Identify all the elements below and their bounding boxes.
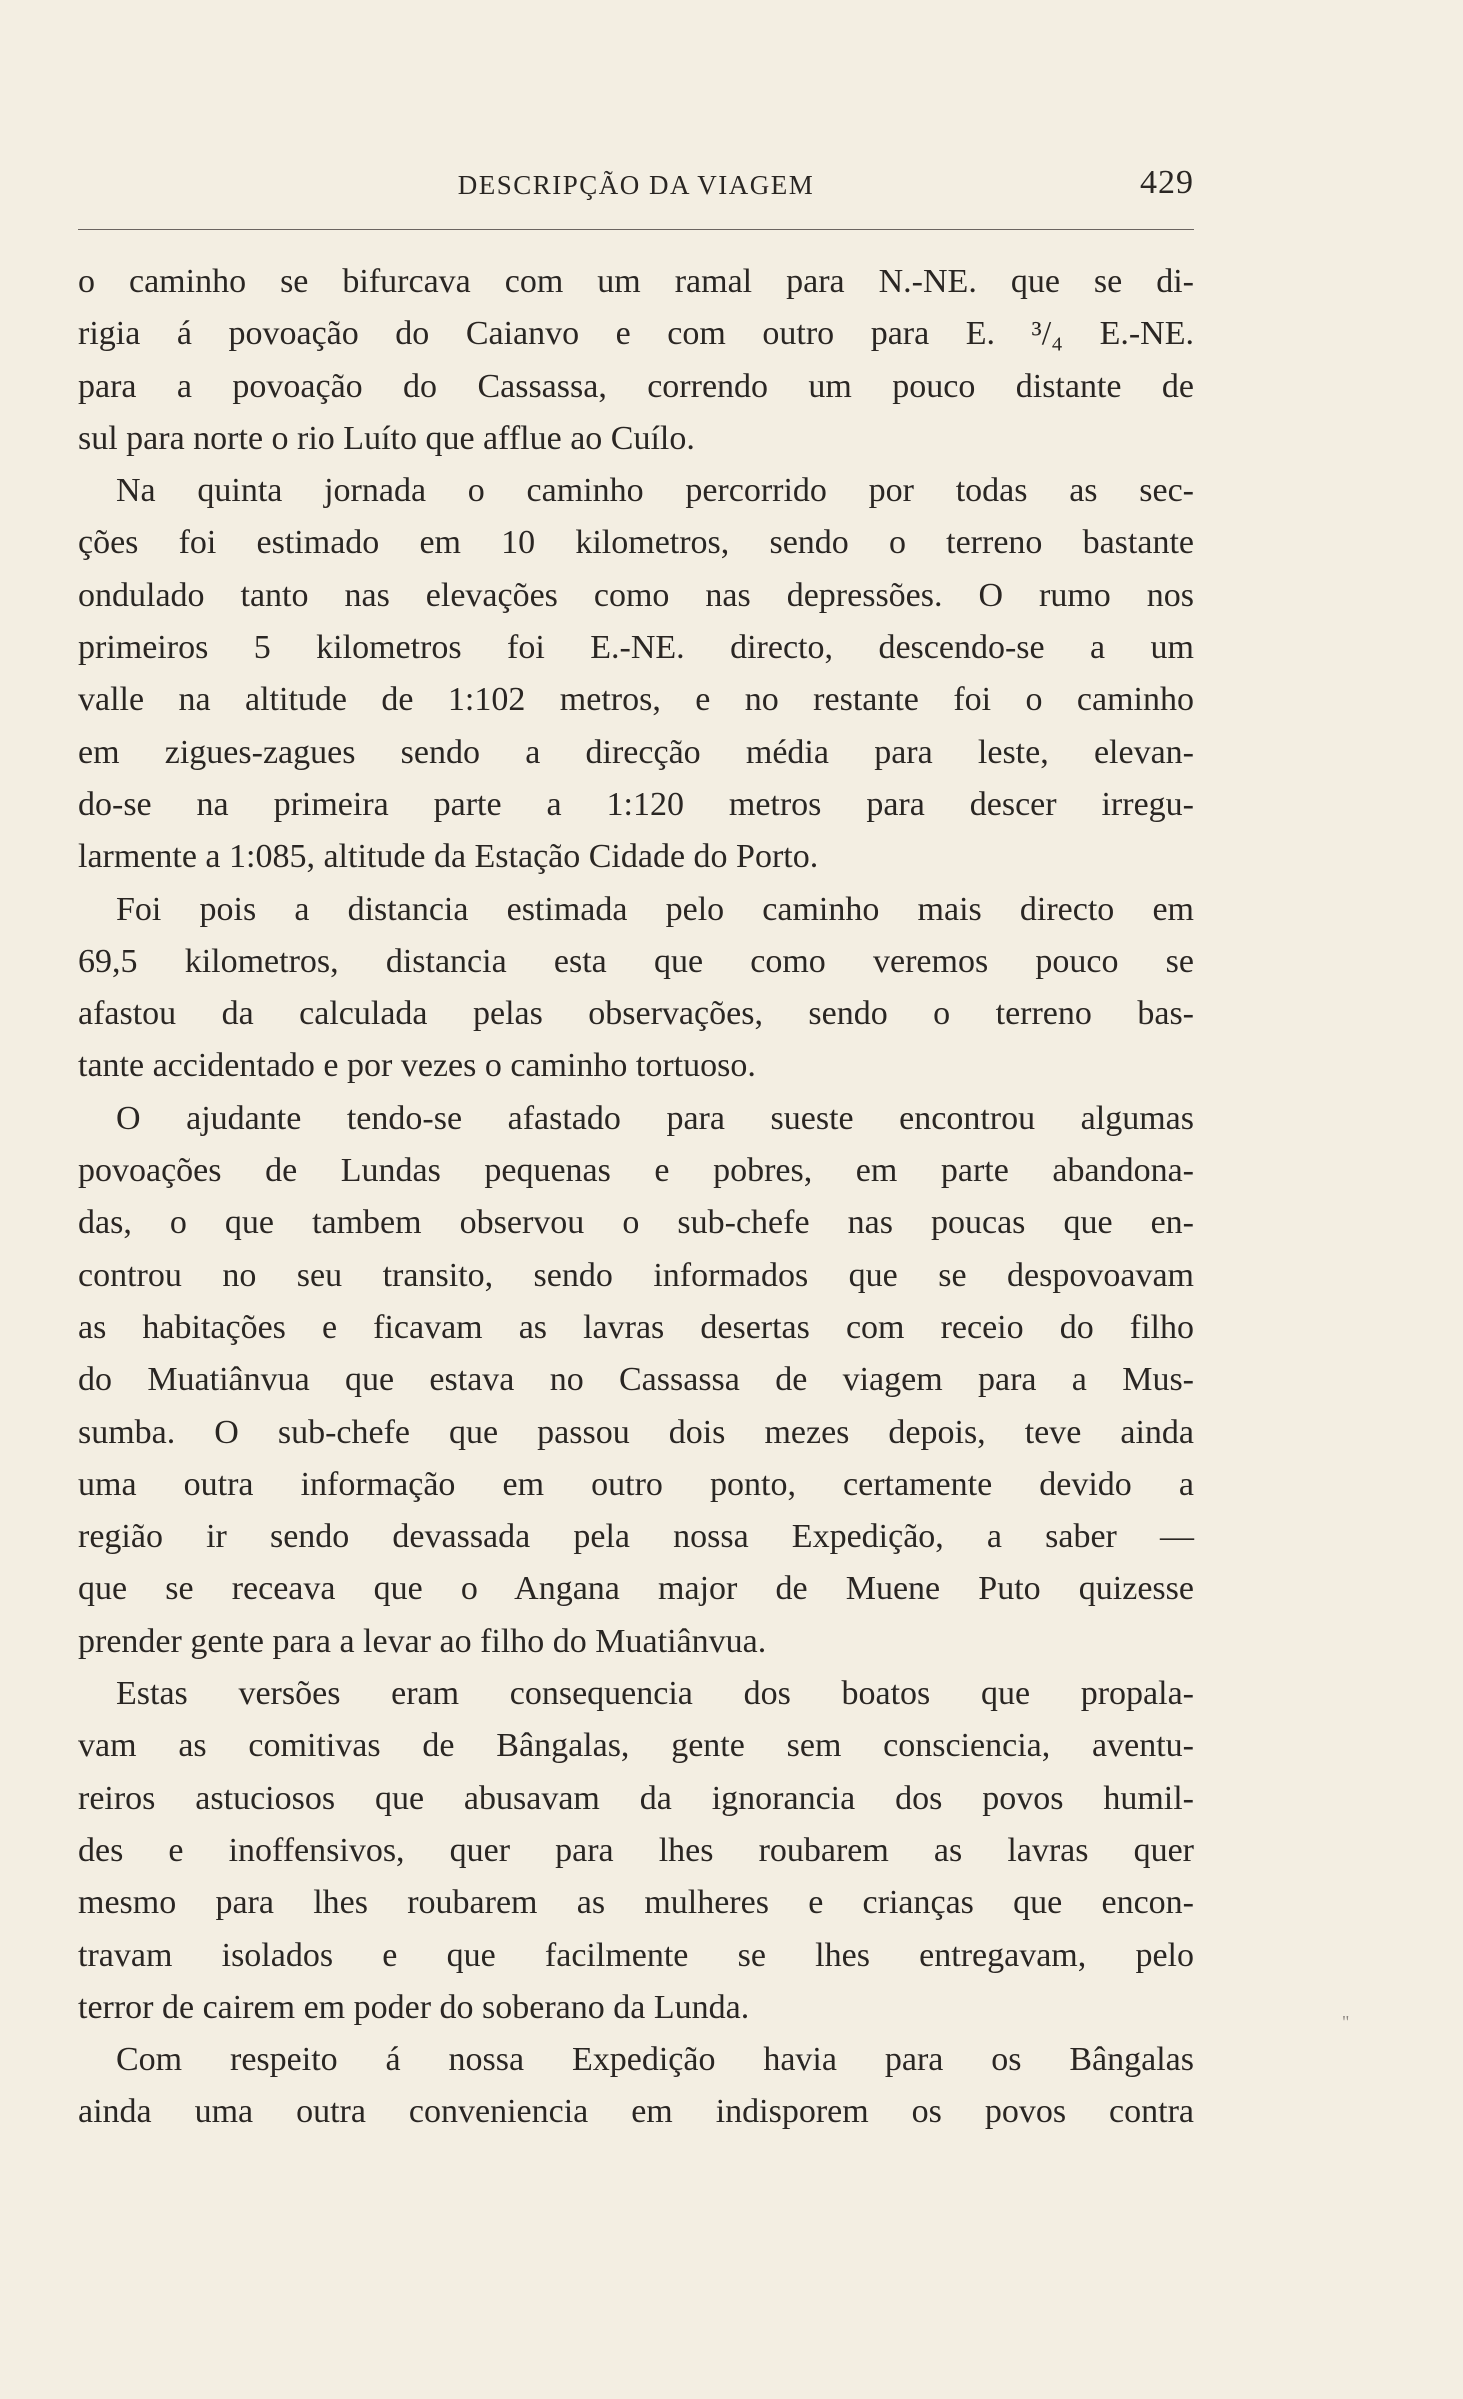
text-line: tante accidentado e por vezes o caminho tortuoso. bbox=[78, 1047, 756, 1085]
text-line: valle na altitude de 1:102 metros, e no restante foi o caminho bbox=[78, 681, 1194, 719]
text-line: travam isolados e que facilmente se lhes entregavam, pelo bbox=[78, 1936, 1194, 1974]
text-line: Foi pois a distancia estimada pelo caminho mais directo em bbox=[116, 890, 1194, 928]
text-line: rigia á povoação do Caianvo e com outro para E. ³/₄ E.-NE. bbox=[78, 315, 1194, 353]
text-line: que se receava que o Angana major de Muene Puto quizesse bbox=[78, 1570, 1194, 1608]
text-line: para a povoação do Cassassa, correndo um pouco distante de bbox=[78, 367, 1194, 405]
text-line: reiros astuciosos que abusavam da ignorancia dos povos humil- bbox=[78, 1779, 1194, 1817]
text-line: uma outra informação em outro ponto, certamente devido a bbox=[78, 1465, 1194, 1503]
text-line: região ir sendo devassada pela nossa Expedição, a saber — bbox=[78, 1518, 1194, 1556]
text-line: do-se na primeira parte a 1:120 metros para descer irregu- bbox=[78, 785, 1194, 823]
text-line: des e inoffensivos, quer para lhes roubarem as lavras quer bbox=[78, 1831, 1194, 1869]
page-header bbox=[78, 164, 1194, 214]
text-line: em zigues-zagues sendo a direcção média para leste, elevan- bbox=[78, 733, 1194, 771]
text-line: prender gente para a levar ao filho do Muatiânvua. bbox=[78, 1622, 767, 1660]
page-number: 429 bbox=[1140, 164, 1194, 201]
text-line: larmente a 1:085, altitude da Estação Cidade do Porto. bbox=[78, 838, 819, 876]
text-line: afastou da calculada pelas observações, sendo o terreno bas- bbox=[78, 995, 1194, 1033]
text-line: Com respeito á nossa Expedição havia para os Bângalas bbox=[116, 2041, 1194, 2079]
text-line: O ajudante tendo-se afastado para sueste encontrou algumas bbox=[116, 1099, 1194, 1137]
running-title: DESCRIPÇÃO DA VIAGEM bbox=[457, 170, 815, 200]
margin-mark: " bbox=[1342, 2012, 1350, 2032]
text-line: ções foi estimado em 10 kilometros, sendo o terreno bastante bbox=[78, 524, 1194, 562]
body-text bbox=[78, 256, 1194, 2139]
text-line: terror de cairem em poder do soberano da Lunda. bbox=[78, 1988, 750, 2026]
text-line: do Muatiânvua que estava no Cassassa de viagem para a Mus- bbox=[78, 1361, 1194, 1399]
text-line: sul para norte o rio Luíto que afflue ao Cuílo. bbox=[78, 419, 695, 457]
text-line: ainda uma outra conveniencia em indisporem os povos contra bbox=[78, 2093, 1194, 2131]
text-line: Estas versões eram consequencia dos boatos que propala- bbox=[116, 1675, 1194, 1713]
header-rule bbox=[78, 229, 1194, 230]
text-line: Na quinta jornada o caminho percorrido por todas as sec- bbox=[116, 472, 1194, 510]
text-line: controu no seu transito, sendo informados que se despovoavam bbox=[78, 1256, 1194, 1294]
text-line: 69,5 kilometros, distancia esta que como veremos pouco se bbox=[78, 942, 1194, 980]
text-line: as habitações e ficavam as lavras desertas com receio do filho bbox=[78, 1308, 1194, 1346]
text-line: vam as comitivas de Bângalas, gente sem consciencia, aventu- bbox=[78, 1727, 1194, 1765]
text-line: primeiros 5 kilometros foi E.-NE. directo, descendo-se a um bbox=[78, 629, 1194, 667]
text-line: o caminho se bifurcava com um ramal para N.-NE. que se di- bbox=[78, 263, 1194, 300]
text-line: das, o que tambem observou o sub-chefe nas poucas que en- bbox=[78, 1204, 1194, 1242]
text-line: sumba. O sub-chefe que passou dois mezes depois, teve ainda bbox=[78, 1413, 1194, 1451]
text-line: ondulado tanto nas elevações como nas depressões. O rumo nos bbox=[78, 576, 1194, 614]
text-line: povoações de Lundas pequenas e pobres, em parte abandona- bbox=[78, 1152, 1194, 1190]
text-line: mesmo para lhes roubarem as mulheres e crianças que encon- bbox=[78, 1884, 1194, 1922]
